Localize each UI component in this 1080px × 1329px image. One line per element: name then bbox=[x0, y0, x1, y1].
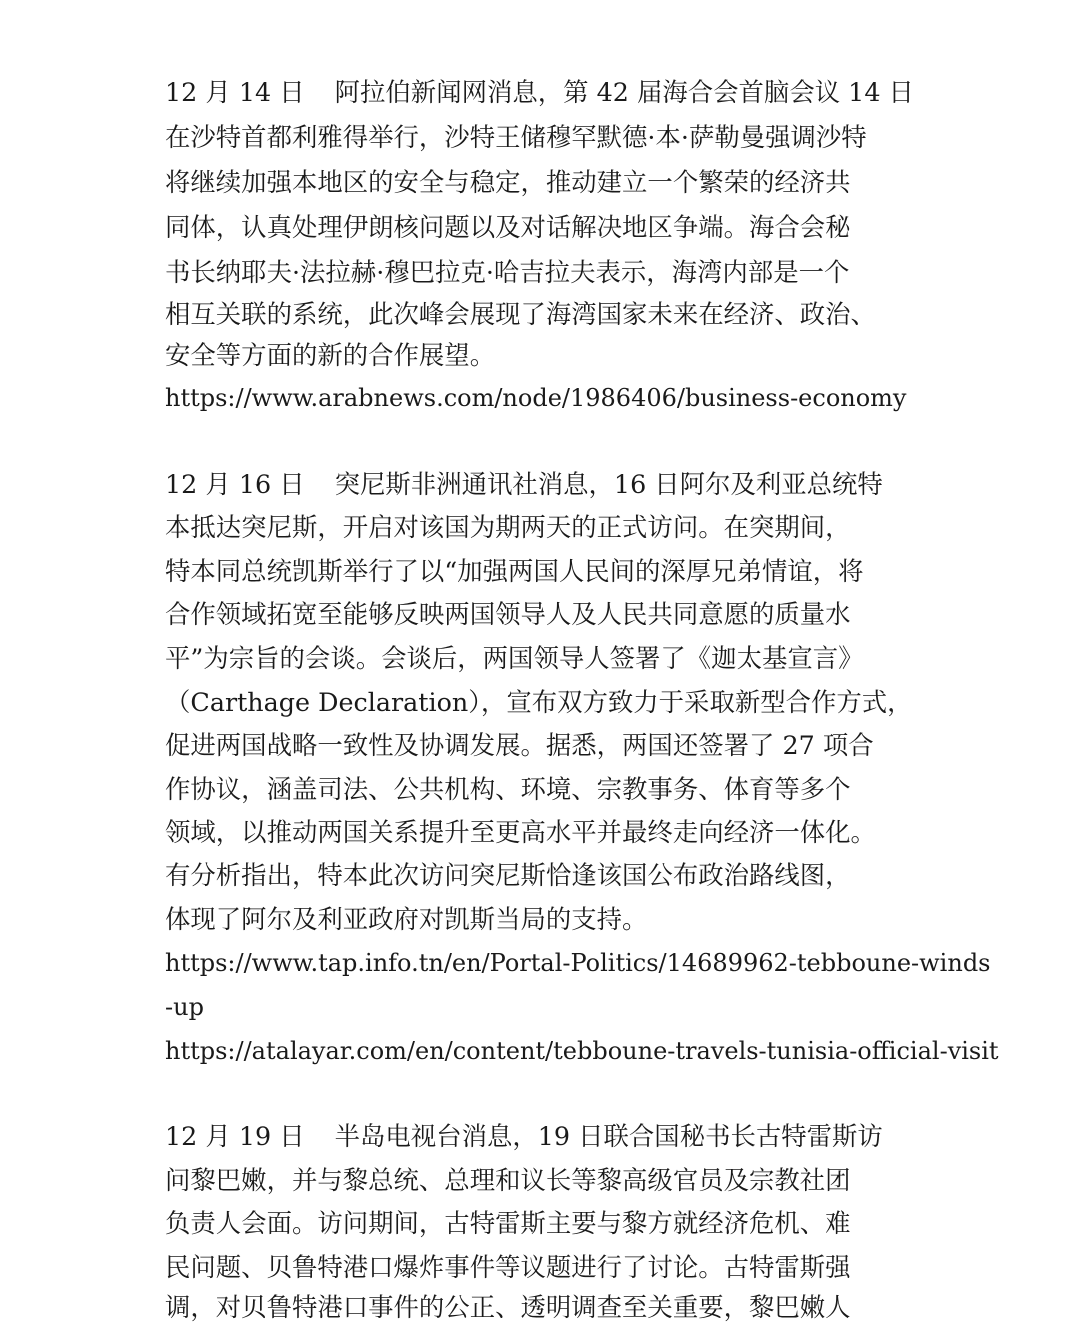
source-link-continuation[interactable]: -up bbox=[165, 993, 204, 1021]
entry-text-line: 有分析指出，特本此次访问突尼斯恰逢该国公布政治路线图， bbox=[165, 860, 851, 890]
source-link[interactable]: https://atalayar.com/en/content/tebboune-travels-tunisia-official-visit bbox=[165, 1037, 999, 1065]
entry-2-line-1 bbox=[165, 462, 917, 506]
entry-text-line: 体现了阿尔及利亚政府对凯斯当局的支持。 bbox=[165, 904, 648, 934]
entry-text-line: 本抵达突尼斯，开启对该国为期两天的正式访问。在突期间， bbox=[165, 512, 851, 542]
entry-text: 半岛电视台消息，19 日联合国秘书长古特雷斯访 bbox=[334, 1121, 883, 1151]
entry-text-line: 平”为宗旨的会谈。会谈后，两国领导人签署了《迦太基宣言》 bbox=[165, 643, 864, 673]
entry-text-line: 书长纳耶夫·法拉赫·穆巴拉克·哈吉拉夫表示，海湾内部是一个 bbox=[165, 257, 850, 287]
entry-text-line: 安全等方面的新的合作展望。 bbox=[165, 340, 496, 370]
entry-text-line: 促进两国战略一致性及协调发展。据悉，两国还签署了 27 项合 bbox=[165, 730, 874, 760]
entry-date: 12 月 16 日 bbox=[165, 469, 305, 499]
entry-3-line-1 bbox=[165, 1114, 917, 1158]
entry-text-line: 将继续加强本地区的安全与稳定，推动建立一个繁荣的经济共 bbox=[165, 167, 851, 197]
entry-text: 阿拉伯新闻网消息，第 42 届海合会首脑会议 14 日 bbox=[334, 77, 914, 107]
entry-text: 突尼斯非洲通讯社消息，16 日阿尔及利亚总统特 bbox=[334, 469, 883, 499]
entry-date: 12 月 19 日 bbox=[165, 1121, 305, 1151]
entry-date: 12 月 14 日 bbox=[165, 77, 305, 107]
entry-text-line: （Carthage Declaration），宣布双方致力于采取新型合作方式， bbox=[165, 687, 913, 717]
entry-text-line: 相互关联的系统，此次峰会展现了海湾国家未来在经济、政治、 bbox=[165, 299, 876, 329]
source-link[interactable]: https://www.arabnews.com/node/1986406/business-economy bbox=[165, 384, 907, 412]
entry-text-line: 问黎巴嫩，并与黎总统、总理和议长等黎高级官员及宗教社团 bbox=[165, 1165, 851, 1195]
source-link[interactable]: https://www.tap.info.tn/en/Portal-Politics/14689962-tebboune-winds bbox=[165, 949, 991, 977]
entry-text-line: 领域，以推动两国关系提升至更高水平并最终走向经济一体化。 bbox=[165, 817, 876, 847]
entry-text-line: 在沙特首都利雅得举行，沙特王储穆罕默德·本·萨勒曼强调沙特 bbox=[165, 122, 867, 152]
entry-text-line: 民问题、贝鲁特港口爆炸事件等议题进行了讨论。古特雷斯强 bbox=[165, 1252, 851, 1282]
entry-text-line: 合作领域拓宽至能够反映两国领导人及人民共同意愿的质量水 bbox=[165, 599, 851, 629]
entry-1-line-1 bbox=[165, 70, 917, 114]
entry-text-line: 调，对贝鲁特港口事件的公正、透明调查至关重要，黎巴嫩人 bbox=[165, 1292, 851, 1322]
entry-text-line: 负责人会面。访问期间，古特雷斯主要与黎方就经济危机、难 bbox=[165, 1208, 851, 1238]
entry-text-line: 特本同总统凯斯举行了以“加强两国人民间的深厚兄弟情谊，将 bbox=[165, 556, 864, 586]
entry-text-line: 作协议，涵盖司法、公共机构、环境、宗教事务、体育等多个 bbox=[165, 774, 851, 804]
entry-text-line: 同体，认真处理伊朗核问题以及对话解决地区争端。海合会秘 bbox=[165, 212, 851, 242]
